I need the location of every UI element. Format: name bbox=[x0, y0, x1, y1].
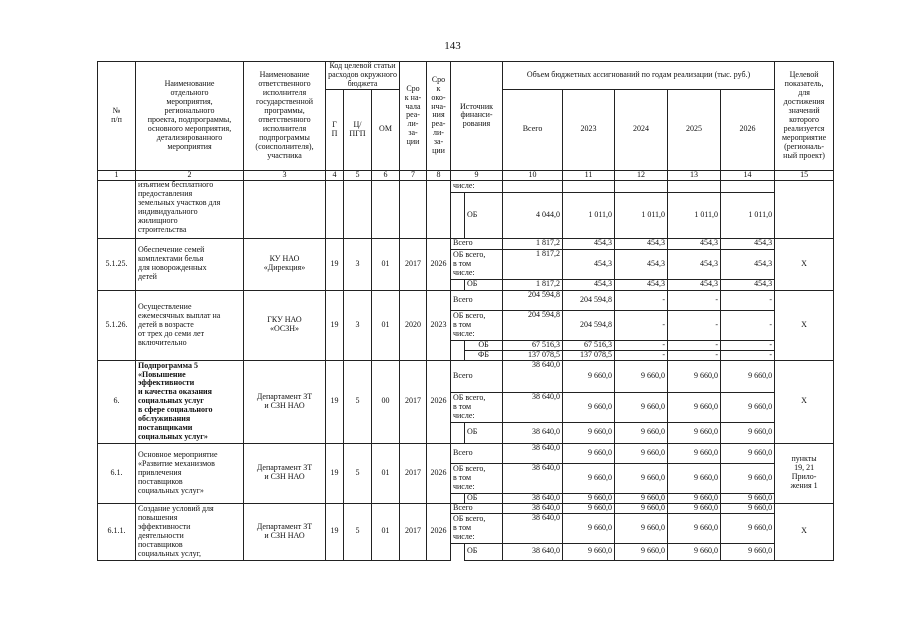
row-2026: - bbox=[721, 350, 775, 360]
row-om: 00 bbox=[372, 360, 400, 443]
row-name: Обеспечение семей комплектами белья для новорожденных детей bbox=[136, 238, 244, 290]
row-2024: 9 660,0 bbox=[615, 422, 668, 443]
row-executor: КУ НАО «Дирекция» bbox=[244, 238, 326, 290]
row-no: 6. bbox=[98, 360, 136, 443]
row-om bbox=[372, 180, 400, 238]
row-2026: 454,3 bbox=[721, 249, 775, 279]
row-end: 2026 bbox=[427, 503, 451, 560]
row-total: 1 817,2 bbox=[503, 238, 563, 249]
row-2025: 9 660,0 bbox=[668, 493, 721, 503]
row-no bbox=[98, 180, 136, 238]
row-2026: 9 660,0 bbox=[721, 543, 775, 560]
row-target: Х bbox=[775, 360, 834, 443]
row-start bbox=[400, 180, 427, 238]
source-indent bbox=[451, 422, 465, 443]
row-name: изъятием бесплатного предоставления земельных участков для индивидуального жилищного строительства bbox=[136, 180, 244, 238]
row-2025: 454,3 bbox=[668, 238, 721, 249]
row-2023: 9 660,0 bbox=[563, 543, 615, 560]
row-start: 2020 bbox=[400, 290, 427, 360]
row-target: Х bbox=[775, 290, 834, 360]
row-2025: 454,3 bbox=[668, 279, 721, 290]
row-source: ОБ всего, в том числе: bbox=[451, 463, 503, 493]
row-source: Всего bbox=[451, 290, 503, 310]
row-no: 5.1.26. bbox=[98, 290, 136, 360]
hdr-total: Всего bbox=[503, 89, 563, 170]
row-2023: 9 660,0 bbox=[563, 493, 615, 503]
colnum: 1 bbox=[98, 170, 136, 180]
colnum: 3 bbox=[244, 170, 326, 180]
hdr-cpgp: Ц/ ПГП bbox=[344, 89, 372, 170]
row-2025: 1 011,0 bbox=[668, 192, 721, 238]
row-source-label: числе: bbox=[451, 180, 503, 192]
row-cp: 5 bbox=[344, 503, 372, 560]
row-2023 bbox=[563, 180, 615, 192]
row-2025: - bbox=[668, 350, 721, 360]
row-2026: - bbox=[721, 310, 775, 340]
row-name: Подпрограмма 5 «Повышение эффективности и качества оказания социальных услуг в сфере социального обслуживания поставщиками социальных услуг» bbox=[136, 360, 244, 443]
row-2025: 9 660,0 bbox=[668, 463, 721, 493]
row-no: 6.1.1. bbox=[98, 503, 136, 560]
row-2024: - bbox=[615, 290, 668, 310]
table-row bbox=[98, 503, 834, 513]
hdr-2023: 2023 bbox=[563, 89, 615, 170]
row-2026: 9 660,0 bbox=[721, 392, 775, 422]
row-2025: - bbox=[668, 310, 721, 340]
hdr-2026: 2026 bbox=[721, 89, 775, 170]
row-total: 38 640,0 bbox=[503, 392, 563, 422]
hdr-code: Код целевой статьи расходов окружного бюджета bbox=[326, 62, 400, 90]
row-total: 38 640,0 bbox=[503, 543, 563, 560]
row-total: 38 640,0 bbox=[503, 360, 563, 392]
row-2023: 137 078,5 bbox=[563, 350, 615, 360]
row-total: 204 594,8 bbox=[503, 290, 563, 310]
row-total: 38 640,0 bbox=[503, 443, 563, 463]
colnum: 9 bbox=[451, 170, 503, 180]
row-source: ОБ bbox=[465, 422, 503, 443]
row-total: 204 594,8 bbox=[503, 310, 563, 340]
row-cp: 5 bbox=[344, 360, 372, 443]
row-2023: 9 660,0 bbox=[563, 463, 615, 493]
row-2023: 9 660,0 bbox=[563, 422, 615, 443]
row-om: 01 bbox=[372, 290, 400, 360]
row-cp: 3 bbox=[344, 290, 372, 360]
hdr-volume: Объем бюджетных ассигнований по годам реализации (тыс. руб.) bbox=[503, 62, 775, 90]
row-gp: 19 bbox=[326, 443, 344, 503]
colnum: 2 bbox=[136, 170, 244, 180]
row-total: 38 640,0 bbox=[503, 503, 563, 513]
row-total: 38 640,0 bbox=[503, 422, 563, 443]
row-2024: - bbox=[615, 340, 668, 350]
hdr-2024: 2024 bbox=[615, 89, 668, 170]
row-total: 1 817,2 bbox=[503, 279, 563, 290]
row-2023: 454,3 bbox=[563, 238, 615, 249]
row-2025: 9 660,0 bbox=[668, 360, 721, 392]
row-2023: 9 660,0 bbox=[563, 503, 615, 513]
row-2024: 9 660,0 bbox=[615, 463, 668, 493]
colnum: 8 bbox=[427, 170, 451, 180]
page-number: 143 bbox=[444, 40, 461, 52]
row-2026: 9 660,0 bbox=[721, 463, 775, 493]
row-2026: 9 660,0 bbox=[721, 513, 775, 543]
hdr-name: Наименование отдельного мероприятия, регионального проекта, подпрограммы, основного мероприятия, детализированного мероприятия bbox=[136, 62, 244, 171]
budget-table bbox=[97, 61, 834, 561]
colnum: 7 bbox=[400, 170, 427, 180]
row-name: Осуществление ежемесячных выплат на детей в возрасте от трех до семи лет включительно bbox=[136, 290, 244, 360]
row-2024: 454,3 bbox=[615, 279, 668, 290]
row-2025: 9 660,0 bbox=[668, 543, 721, 560]
table-row bbox=[98, 443, 834, 463]
row-source: Всего bbox=[451, 238, 503, 249]
source-indent bbox=[451, 543, 465, 560]
row-source: ОБ всего, в том числе: bbox=[451, 310, 503, 340]
row-2025 bbox=[668, 180, 721, 192]
row-2026: 9 660,0 bbox=[721, 360, 775, 392]
row-executor: ГКУ НАО «ОСЗН» bbox=[244, 290, 326, 360]
row-target: пункты 19, 21 Прило- жения 1 bbox=[775, 443, 834, 503]
row-start: 2017 bbox=[400, 503, 427, 560]
row-executor: Департамент ЗТ и СЗН НАО bbox=[244, 503, 326, 560]
row-source: Всего bbox=[451, 503, 503, 513]
row-2025: 9 660,0 bbox=[668, 503, 721, 513]
row-2026: 9 660,0 bbox=[721, 493, 775, 503]
row-2026: 9 660,0 bbox=[721, 503, 775, 513]
row-2025: 9 660,0 bbox=[668, 422, 721, 443]
row-om: 01 bbox=[372, 443, 400, 503]
colnum: 6 bbox=[372, 170, 400, 180]
row-cp: 5 bbox=[344, 443, 372, 503]
row-total bbox=[503, 180, 563, 192]
row-source: ОБ bbox=[465, 340, 503, 350]
row-2026 bbox=[721, 180, 775, 192]
row-2024: - bbox=[615, 350, 668, 360]
row-2026: 454,3 bbox=[721, 279, 775, 290]
row-source: ОБ bbox=[465, 279, 503, 290]
row-2023: 9 660,0 bbox=[563, 360, 615, 392]
row-name: Создание условий для повышения эффективности деятельности поставщиков социальных услуг, bbox=[136, 503, 244, 560]
colnum: 11 bbox=[563, 170, 615, 180]
row-source: Всего bbox=[451, 443, 503, 463]
row-2023: 9 660,0 bbox=[563, 513, 615, 543]
row-2024: 9 660,0 bbox=[615, 392, 668, 422]
row-2023: 454,3 bbox=[563, 279, 615, 290]
row-source: ФБ bbox=[465, 350, 503, 360]
source-indent bbox=[451, 279, 465, 290]
row-name: Основное мероприятие «Развитие механизмов привлечения поставщиков социальных услуг» bbox=[136, 443, 244, 503]
header-row-1 bbox=[98, 62, 834, 90]
row-source: ОБ bbox=[465, 493, 503, 503]
colnum: 13 bbox=[668, 170, 721, 180]
source-indent bbox=[451, 192, 465, 238]
hdr-gp: Г П bbox=[326, 89, 344, 170]
row-no: 5.1.25. bbox=[98, 238, 136, 290]
row-om: 01 bbox=[372, 238, 400, 290]
row-2024 bbox=[615, 180, 668, 192]
row-total: 38 640,0 bbox=[503, 463, 563, 493]
row-2026: 9 660,0 bbox=[721, 443, 775, 463]
row-2023: 1 011,0 bbox=[563, 192, 615, 238]
colnum: 5 bbox=[344, 170, 372, 180]
row-end: 2026 bbox=[427, 360, 451, 443]
row-cp: 3 bbox=[344, 238, 372, 290]
row-om: 01 bbox=[372, 503, 400, 560]
colnum: 4 bbox=[326, 170, 344, 180]
source-indent bbox=[451, 493, 465, 503]
row-source: ОБ bbox=[465, 192, 503, 238]
row-gp: 19 bbox=[326, 290, 344, 360]
row-cp bbox=[344, 180, 372, 238]
hdr-target: Целевой показатель, для достижения значений которого реализуется мероприятие (региональ- ный проект) bbox=[775, 62, 834, 171]
table-row bbox=[98, 290, 834, 310]
row-total: 137 078,5 bbox=[503, 350, 563, 360]
hdr-2025: 2025 bbox=[668, 89, 721, 170]
row-end: 2023 bbox=[427, 290, 451, 360]
row-total: 4 044,0 bbox=[503, 192, 563, 238]
row-2025: 9 660,0 bbox=[668, 443, 721, 463]
hdr-om: ОМ bbox=[372, 89, 400, 170]
row-executor: Департамент ЗТ и СЗН НАО bbox=[244, 360, 326, 443]
hdr-start: Сро к на- чала реа- ли- за- ции bbox=[400, 62, 427, 171]
row-2025: 9 660,0 bbox=[668, 392, 721, 422]
row-total: 1 817,2 bbox=[503, 249, 563, 279]
colnum: 12 bbox=[615, 170, 668, 180]
row-total: 38 640,0 bbox=[503, 493, 563, 503]
colnum: 10 bbox=[503, 170, 563, 180]
row-2023: 67 516,3 bbox=[563, 340, 615, 350]
row-2026: 1 011,0 bbox=[721, 192, 775, 238]
row-2025: 9 660,0 bbox=[668, 513, 721, 543]
row-source: Всего bbox=[451, 360, 503, 392]
row-2023: 454,3 bbox=[563, 249, 615, 279]
row-source: ОБ всего, в том числе: bbox=[451, 249, 503, 279]
hdr-end: Сро к око- нча- ния реа- ли- за- ции bbox=[427, 62, 451, 171]
row-gp: 19 bbox=[326, 360, 344, 443]
row-2024: 9 660,0 bbox=[615, 443, 668, 463]
row-gp: 19 bbox=[326, 503, 344, 560]
row-2024: 9 660,0 bbox=[615, 543, 668, 560]
row-2023: 9 660,0 bbox=[563, 443, 615, 463]
row-total: 67 516,3 bbox=[503, 340, 563, 350]
row-2024: 9 660,0 bbox=[615, 493, 668, 503]
row-start: 2017 bbox=[400, 443, 427, 503]
row-2026: 9 660,0 bbox=[721, 422, 775, 443]
row-2023: 9 660,0 bbox=[563, 392, 615, 422]
row-2024: 454,3 bbox=[615, 249, 668, 279]
source-indent bbox=[451, 340, 465, 360]
row-2024: - bbox=[615, 310, 668, 340]
row-gp: 19 bbox=[326, 238, 344, 290]
row-end: 2026 bbox=[427, 238, 451, 290]
row-source: ОБ всего, в том числе: bbox=[451, 513, 503, 543]
row-2024: 1 011,0 bbox=[615, 192, 668, 238]
row-source: ОБ bbox=[465, 543, 503, 560]
colnum: 14 bbox=[721, 170, 775, 180]
row-2025: 454,3 bbox=[668, 249, 721, 279]
table-row bbox=[98, 180, 834, 192]
row-start: 2017 bbox=[400, 238, 427, 290]
row-no: 6.1. bbox=[98, 443, 136, 503]
hdr-source: Источник финанси- рования bbox=[451, 62, 503, 171]
table-row bbox=[98, 238, 834, 249]
hdr-executor: Наименование ответственного исполнителя государственной программы, ответственного исполнителя подпрограммы (соисполнителя), участника bbox=[244, 62, 326, 171]
row-target: Х bbox=[775, 503, 834, 560]
row-2023: 204 594,8 bbox=[563, 290, 615, 310]
row-executor bbox=[244, 180, 326, 238]
row-gp bbox=[326, 180, 344, 238]
row-end bbox=[427, 180, 451, 238]
row-target bbox=[775, 180, 834, 238]
row-total: 38 640,0 bbox=[503, 513, 563, 543]
row-2026: - bbox=[721, 340, 775, 350]
hdr-no: № п/п bbox=[98, 62, 136, 171]
row-2025: - bbox=[668, 290, 721, 310]
row-2026: - bbox=[721, 290, 775, 310]
row-end: 2026 bbox=[427, 443, 451, 503]
row-2024: 9 660,0 bbox=[615, 360, 668, 392]
row-2024: 454,3 bbox=[615, 238, 668, 249]
row-2025: - bbox=[668, 340, 721, 350]
colnum: 15 bbox=[775, 170, 834, 180]
row-start: 2017 bbox=[400, 360, 427, 443]
row-target: Х bbox=[775, 238, 834, 290]
row-2026: 454,3 bbox=[721, 238, 775, 249]
table-row bbox=[98, 360, 834, 392]
row-2024: 9 660,0 bbox=[615, 503, 668, 513]
row-executor: Департамент ЗТ и СЗН НАО bbox=[244, 443, 326, 503]
row-2024: 9 660,0 bbox=[615, 513, 668, 543]
row-source: ОБ всего, в том числе: bbox=[451, 392, 503, 422]
column-numbers-row bbox=[98, 170, 834, 180]
row-2023: 204 594,8 bbox=[563, 310, 615, 340]
